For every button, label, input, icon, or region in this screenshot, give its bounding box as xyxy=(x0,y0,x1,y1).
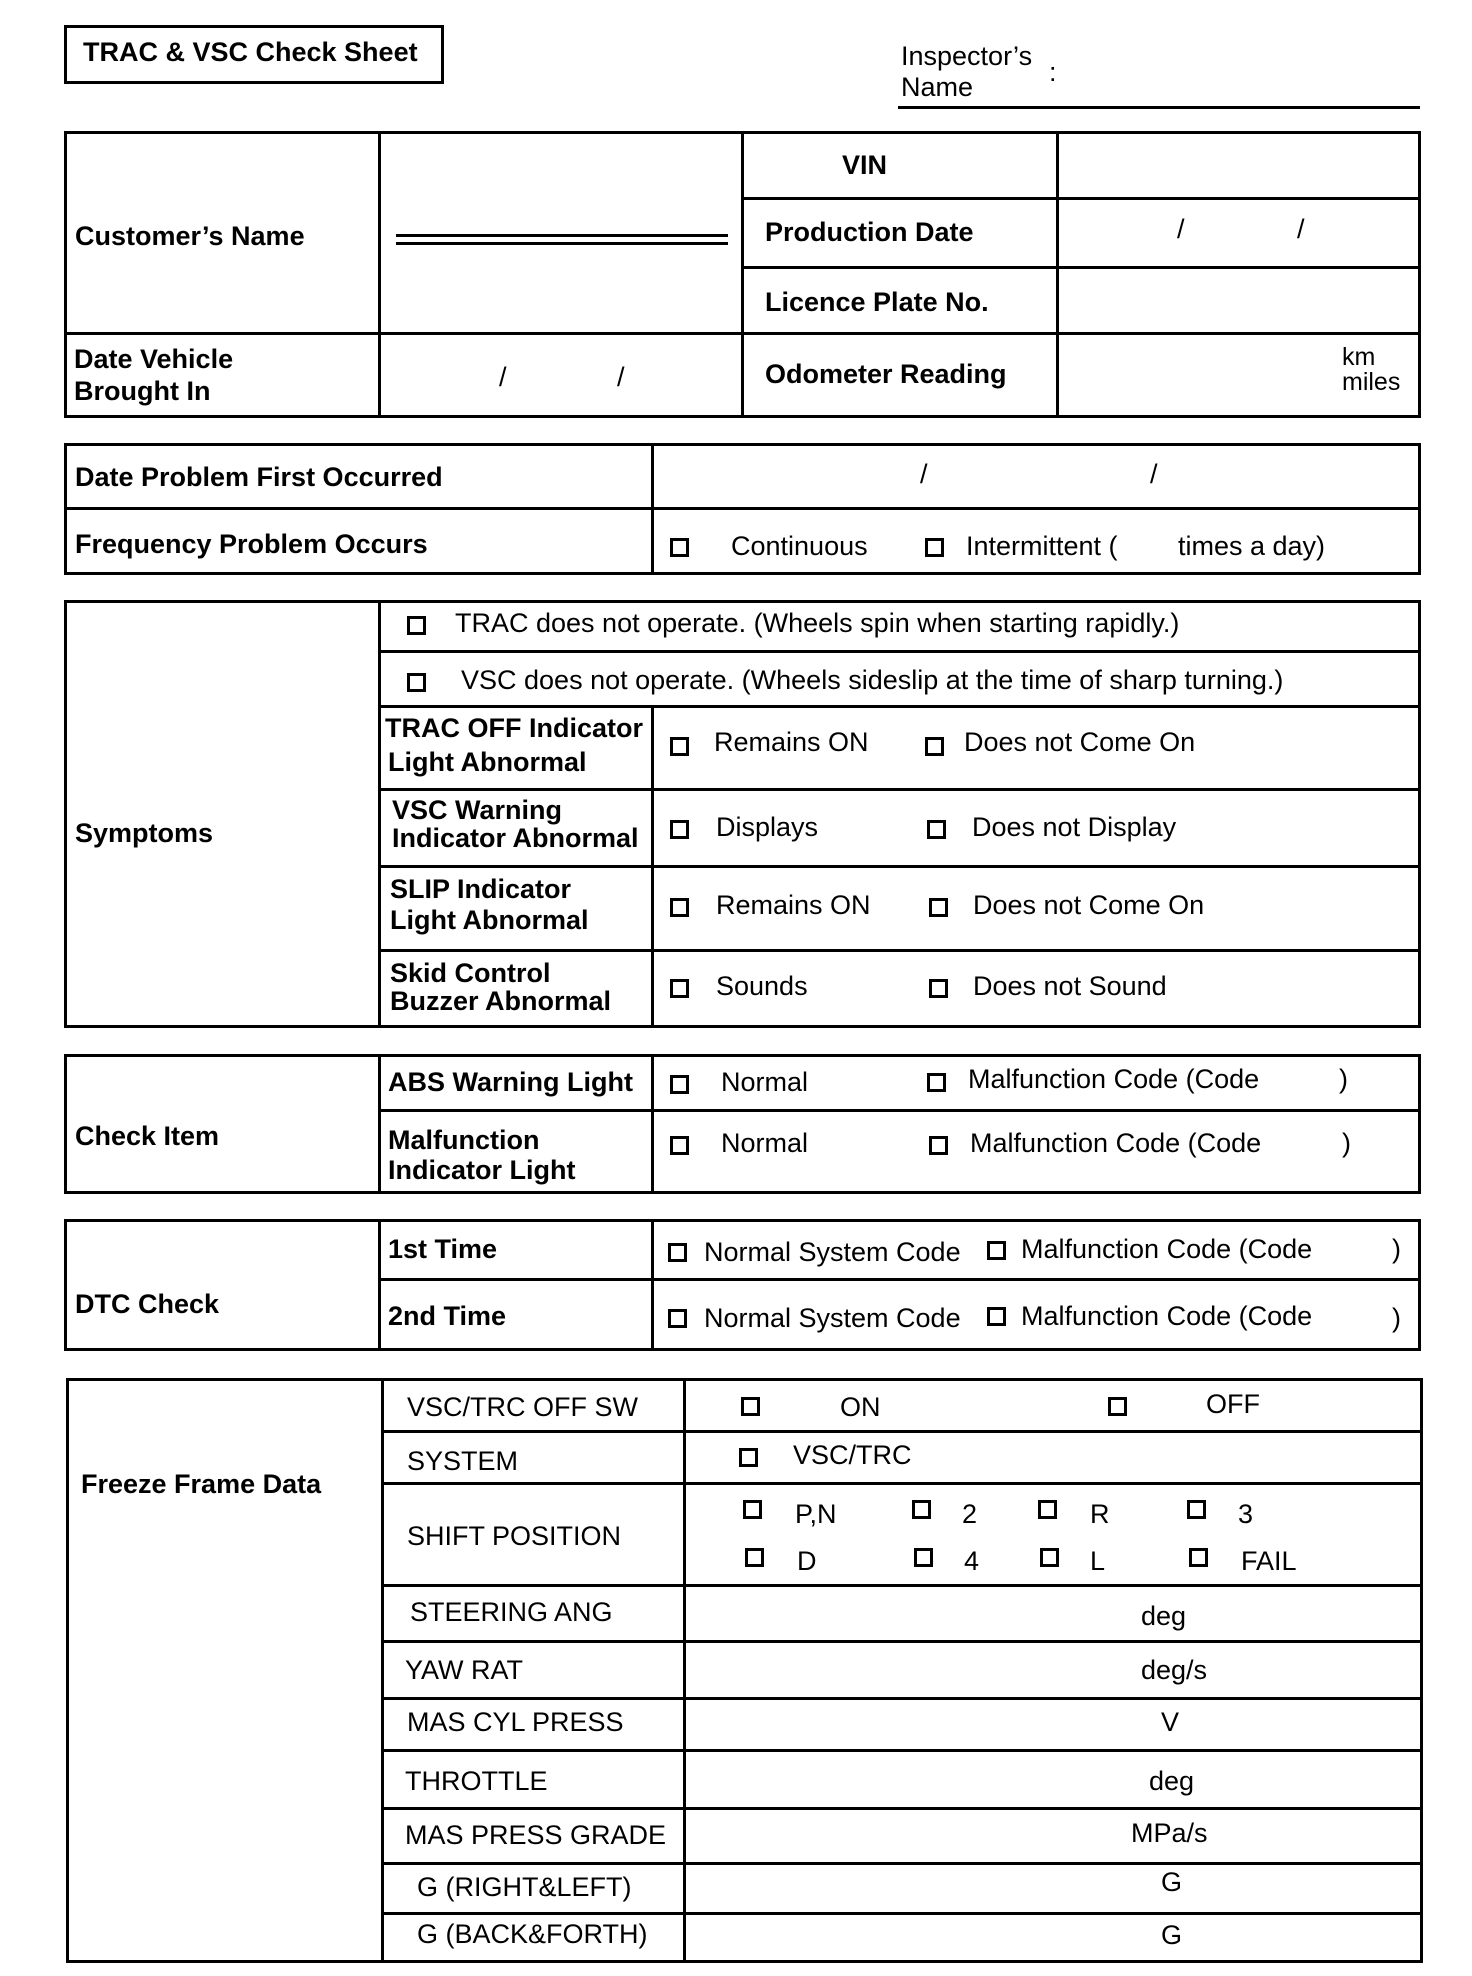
freeze-row-unit: G xyxy=(1161,1920,1183,1950)
odometer-label: Odometer Reading xyxy=(765,359,1007,389)
freeze-row-unit: deg xyxy=(1149,1766,1195,1796)
freeze-row-label: MAS PRESS GRADE xyxy=(405,1820,667,1850)
inspector-label-1: Inspector’s xyxy=(901,41,1033,71)
symptom-row-opt2-label: Does not Display xyxy=(972,812,1177,842)
symptom-row-opt1-label: Remains ON xyxy=(716,890,871,920)
shift-r-label: R xyxy=(1090,1499,1110,1529)
freeze-frame-label: Freeze Frame Data xyxy=(81,1469,322,1499)
symptoms-divider xyxy=(378,788,1421,791)
odometer-unit-km: km xyxy=(1342,343,1376,371)
freeze-row-label: STEERING ANG xyxy=(410,1597,613,1627)
shift-l-label: L xyxy=(1090,1546,1106,1576)
dtc-first-close-paren: ) xyxy=(1392,1234,1401,1264)
vin-label: VIN xyxy=(842,150,888,180)
freeze-divider xyxy=(683,1378,686,1963)
symptom-row-label-1: SLIP Indicator xyxy=(390,874,572,904)
freeze-divider xyxy=(381,1640,1423,1643)
dtc-divider xyxy=(378,1219,381,1351)
symptom-row-opt2-label: Does not Sound xyxy=(973,971,1167,1001)
shift-d-checkbox[interactable] xyxy=(745,1548,764,1567)
intermittent-label: Intermittent ( xyxy=(966,531,1118,561)
dtc-first-normal-checkbox[interactable] xyxy=(668,1243,687,1262)
inspector-colon: : xyxy=(1049,57,1057,87)
symptoms-divider xyxy=(378,705,1421,708)
vsc-trc-off-sw-label: VSC/TRC OFF SW xyxy=(407,1392,638,1422)
problem-divider xyxy=(651,443,654,575)
mil-malfunction-label: Malfunction Code (Code xyxy=(970,1128,1262,1158)
first-occurred-slash-1: / xyxy=(920,459,928,489)
freeze-row-unit: deg/s xyxy=(1141,1655,1208,1685)
freeze-divider xyxy=(381,1862,1423,1865)
abs-malfunction-checkbox[interactable] xyxy=(927,1073,946,1092)
sheet-title: TRAC & VSC Check Sheet xyxy=(83,37,418,67)
freeze-divider xyxy=(381,1378,384,1963)
symptoms-divider xyxy=(378,949,1421,952)
check-item-divider xyxy=(651,1054,654,1194)
freeze-row-unit: MPa/s xyxy=(1131,1818,1208,1848)
inspector-name-line[interactable] xyxy=(898,106,1420,109)
system-vsc-trc-checkbox[interactable] xyxy=(739,1448,758,1467)
vehicle-divider xyxy=(741,197,1421,200)
shift-2-checkbox[interactable] xyxy=(912,1500,931,1519)
licence-plate-label: Licence Plate No. xyxy=(765,287,989,317)
shift-3-checkbox[interactable] xyxy=(1187,1500,1206,1519)
dtc-divider xyxy=(651,1219,654,1351)
dtc-divider xyxy=(378,1278,1421,1281)
freeze-row-unit: G xyxy=(1161,1867,1183,1897)
check-item-divider xyxy=(378,1054,381,1194)
shift-fail-label: FAIL xyxy=(1241,1546,1297,1576)
freeze-row-unit: deg xyxy=(1141,1601,1187,1631)
dtc-first-normal-label: Normal System Code xyxy=(704,1237,961,1267)
vehicle-divider xyxy=(378,131,381,418)
system-vsc-trc-label: VSC/TRC xyxy=(793,1440,912,1470)
shift-position-label: SHIFT POSITION xyxy=(407,1521,622,1551)
freeze-row-label: MAS CYL PRESS xyxy=(407,1707,624,1737)
symptom-row-label-1: Skid Control xyxy=(390,958,551,988)
dtc-second-close-paren: ) xyxy=(1392,1303,1401,1333)
freeze-row-label: G (RIGHT&LEFT) xyxy=(417,1872,632,1902)
licence-plate-field[interactable] xyxy=(1060,270,1418,330)
abs-normal-label: Normal xyxy=(721,1067,809,1097)
trac-not-operate-label: TRAC does not operate. (Wheels spin when starting rapidly.) xyxy=(455,608,1180,638)
customer-name-field[interactable] xyxy=(396,234,728,237)
symptom-row-opt1-label: Remains ON xyxy=(714,727,869,757)
symptom-row-label-1: TRAC OFF Indicator xyxy=(385,713,643,743)
vehicle-divider xyxy=(741,131,744,418)
intermittent-checkbox[interactable] xyxy=(925,538,944,557)
vehicle-divider xyxy=(1056,131,1059,418)
vsc-trc-off-sw-off-label: OFF xyxy=(1206,1389,1260,1419)
mil-label-1: Malfunction xyxy=(388,1125,540,1155)
abs-close-paren: ) xyxy=(1339,1064,1348,1094)
symptom-row-opt1-checkbox[interactable] xyxy=(670,979,689,998)
trac-not-operate-checkbox[interactable] xyxy=(407,616,426,635)
date-brought-in-label-2: Brought In xyxy=(74,376,211,406)
symptoms-label: Symptoms xyxy=(75,818,214,848)
abs-normal-checkbox[interactable] xyxy=(670,1075,689,1094)
symptom-row-label-2: Indicator Abnormal xyxy=(392,823,639,853)
customer-name-field-line2 xyxy=(396,242,728,245)
production-date-label: Production Date xyxy=(765,217,974,247)
mil-malfunction-checkbox[interactable] xyxy=(929,1136,948,1155)
freeze-divider xyxy=(381,1482,1423,1485)
first-occurred-label: Date Problem First Occurred xyxy=(75,462,443,492)
problem-divider xyxy=(64,507,1421,510)
vsc-not-operate-checkbox[interactable] xyxy=(407,673,426,692)
symptoms-divider xyxy=(378,600,381,1028)
dtc-first-malfunction-checkbox[interactable] xyxy=(987,1241,1006,1260)
vsc-trc-off-sw-on-label: ON xyxy=(840,1392,881,1422)
system-label: SYSTEM xyxy=(407,1446,519,1476)
vsc-trc-off-sw-on-checkbox[interactable] xyxy=(741,1397,760,1416)
abs-warning-label: ABS Warning Light xyxy=(388,1067,633,1097)
symptoms-divider xyxy=(378,650,1421,653)
dtc-second-malfunction-checkbox[interactable] xyxy=(987,1307,1006,1326)
continuous-label: Continuous xyxy=(731,531,868,561)
symptom-row-opt2-checkbox[interactable] xyxy=(925,737,944,756)
continuous-checkbox[interactable] xyxy=(670,538,689,557)
shift-pn-checkbox[interactable] xyxy=(743,1500,762,1519)
shift-d-label: D xyxy=(797,1546,817,1576)
shift-pn-label: P,N xyxy=(795,1499,837,1529)
symptom-row-label-2: Light Abnormal xyxy=(388,747,587,777)
check-item-label: Check Item xyxy=(75,1121,220,1151)
mil-normal-label: Normal xyxy=(721,1128,809,1158)
freeze-row-label: G (BACK&FORTH) xyxy=(417,1919,648,1949)
freeze-divider xyxy=(381,1430,1423,1433)
mil-normal-checkbox[interactable] xyxy=(670,1136,689,1155)
vsc-trc-off-sw-off-checkbox[interactable] xyxy=(1108,1397,1127,1416)
vehicle-divider xyxy=(741,266,1421,269)
symptom-row-opt1-checkbox[interactable] xyxy=(670,898,689,917)
symptom-row-opt2-checkbox[interactable] xyxy=(929,979,948,998)
production-date-slash-2: / xyxy=(1297,214,1305,244)
freeze-row-label: YAW RAT xyxy=(405,1655,523,1685)
vsc-not-operate-label: VSC does not operate. (Wheels sideslip at the time of sharp turning.) xyxy=(461,665,1284,695)
dtc-second-malfunction-label: Malfunction Code (Code xyxy=(1021,1301,1313,1331)
symptom-row-opt1-label: Displays xyxy=(716,812,819,842)
check-item-divider xyxy=(378,1109,1421,1112)
abs-malfunction-label: Malfunction Code (Code xyxy=(968,1064,1260,1094)
symptom-row-label-1: VSC Warning xyxy=(392,795,563,825)
odometer-unit-miles: miles xyxy=(1342,368,1401,396)
symptoms-divider xyxy=(378,865,1421,868)
times-a-day-label: times a day) xyxy=(1178,531,1326,561)
freeze-divider xyxy=(381,1584,1423,1587)
shift-l-checkbox[interactable] xyxy=(1040,1548,1059,1567)
freeze-divider xyxy=(381,1912,1423,1915)
symptom-row-opt2-label: Does not Come On xyxy=(964,727,1196,757)
symptom-row-opt1-checkbox[interactable] xyxy=(670,820,689,839)
date-brought-in-slash-2: / xyxy=(617,362,625,392)
mil-label-2: Indicator Light xyxy=(388,1155,576,1185)
freeze-divider xyxy=(381,1749,1423,1752)
symptom-row-opt2-checkbox[interactable] xyxy=(927,820,946,839)
shift-3-label: 3 xyxy=(1238,1499,1254,1529)
dtc-first-malfunction-label: Malfunction Code (Code xyxy=(1021,1234,1313,1264)
symptom-row-opt2-label: Does not Come On xyxy=(973,890,1205,920)
mil-close-paren: ) xyxy=(1342,1128,1351,1158)
symptom-row-opt2-checkbox[interactable] xyxy=(929,898,948,917)
frequency-label: Frequency Problem Occurs xyxy=(75,529,428,559)
freeze-divider xyxy=(381,1697,1423,1700)
shift-fail-checkbox[interactable] xyxy=(1189,1548,1208,1567)
date-brought-in-label-1: Date Vehicle xyxy=(74,344,234,374)
shift-4-checkbox[interactable] xyxy=(914,1548,933,1567)
symptom-row-opt1-checkbox[interactable] xyxy=(670,737,689,756)
date-brought-in-slash-1: / xyxy=(499,362,507,392)
customer-name-label: Customer’s Name xyxy=(75,221,305,251)
symptom-row-opt1-label: Sounds xyxy=(716,971,808,1001)
shift-r-checkbox[interactable] xyxy=(1038,1500,1057,1519)
shift-4-label: 4 xyxy=(964,1546,980,1576)
symptom-row-label-2: Light Abnormal xyxy=(390,905,589,935)
inspector-label-2: Name xyxy=(901,72,974,102)
vin-field[interactable] xyxy=(1060,134,1418,196)
first-occurred-slash-2: / xyxy=(1150,459,1158,489)
dtc-check-label: DTC Check xyxy=(75,1289,220,1319)
shift-2-label: 2 xyxy=(962,1499,978,1529)
dtc-second-normal-checkbox[interactable] xyxy=(668,1309,687,1328)
dtc-second-normal-label: Normal System Code xyxy=(704,1303,961,1333)
freeze-row-label: THROTTLE xyxy=(405,1766,548,1796)
freeze-divider xyxy=(381,1807,1423,1810)
production-date-slash-1: / xyxy=(1177,214,1185,244)
freeze-row-unit: V xyxy=(1161,1707,1180,1737)
symptom-row-label-2: Buzzer Abnormal xyxy=(390,986,612,1016)
dtc-second-label: 2nd Time xyxy=(388,1301,507,1331)
dtc-first-label: 1st Time xyxy=(388,1234,498,1264)
